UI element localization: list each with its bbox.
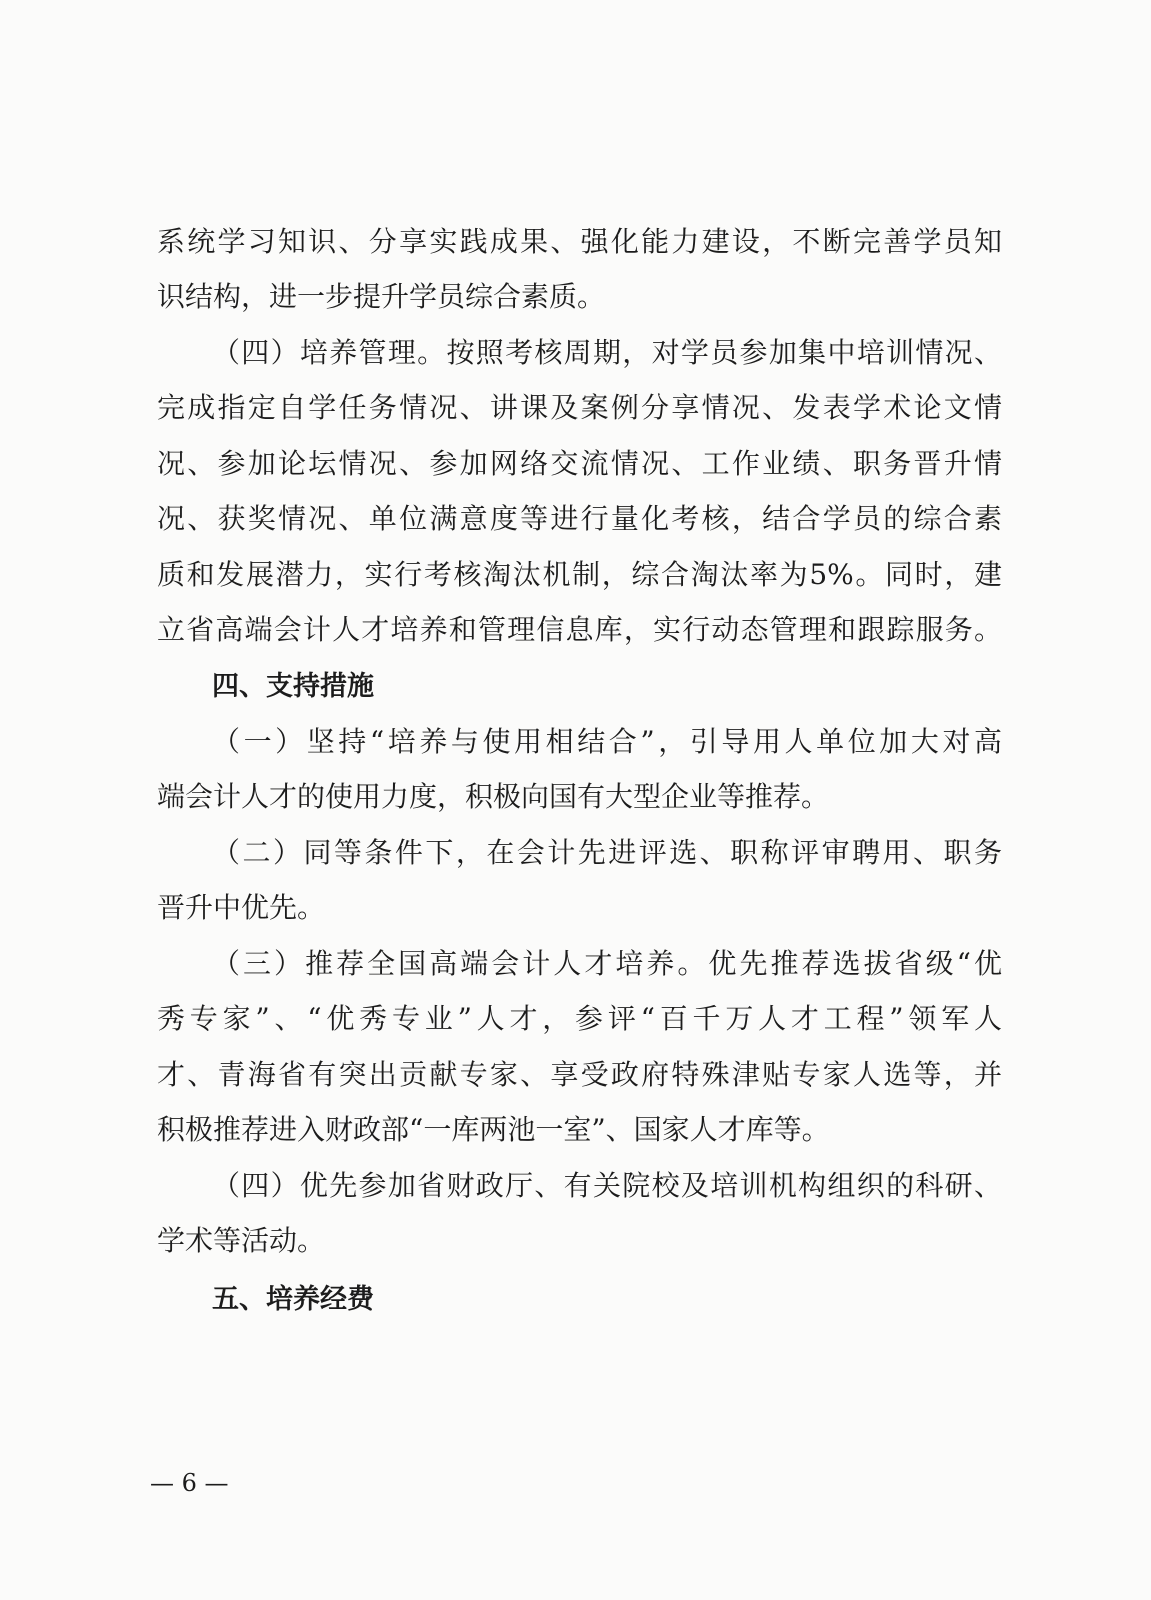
body-line: （三）推荐全国高端会计人才培养。优先推荐选拔省级“优	[212, 947, 1002, 980]
body-line: （二）同等条件下，在会计先进评选、职称评审聘用、职务	[212, 836, 1002, 869]
section-heading: 五、培养经费	[212, 1284, 374, 1315]
body-line: 况、获奖情况、单位满意度等进行量化考核，结合学员的综合素	[157, 502, 1002, 535]
body-line: 端会计人才的使用力度，积极向国有大型企业等推荐。	[157, 780, 830, 813]
body-line: 系统学习知识、分享实践成果、强化能力建设，不断完善学员知	[157, 225, 1002, 258]
body-line: 学术等活动。	[157, 1224, 326, 1257]
body-line: 秀专家”、“优秀专业”人才，参评“百千万人才工程”领军人	[157, 1002, 1002, 1035]
body-line: 况、参加论坛情况、参加网络交流情况、工作业绩、职务晋升情	[157, 447, 1002, 480]
body-line: 识结构，进一步提升学员综合素质。	[157, 280, 606, 313]
page-number: — 6 —	[150, 1469, 229, 1497]
body-line: 才、青海省有突出贡献专家、享受政府特殊津贴专家人选等，并	[157, 1058, 1002, 1091]
body-line: （四）优先参加省财政厅、有关院校及培训机构组织的科研、	[212, 1169, 1002, 1202]
body-line: 晋升中优先。	[157, 891, 326, 924]
body-line: 积极推荐进入财政部“一库两池一室”、国家人才库等。	[157, 1113, 830, 1146]
body-line: 完成指定自学任务情况、讲课及案例分享情况、发表学术论文情	[157, 391, 1002, 424]
section-heading: 四、支持措施	[212, 671, 374, 702]
body-line: 立省高端会计人才培养和管理信息库，实行动态管理和跟踪服务。	[157, 613, 1002, 646]
body-line: （四）培养管理。按照考核周期，对学员参加集中培训情况、	[212, 336, 1002, 369]
body-line: 质和发展潜力，实行考核淘汰机制，综合淘汰率为5%。同时，建	[157, 558, 1002, 591]
body-line: （一）坚持“培养与使用相结合”，引导用人单位加大对高	[212, 725, 1002, 758]
